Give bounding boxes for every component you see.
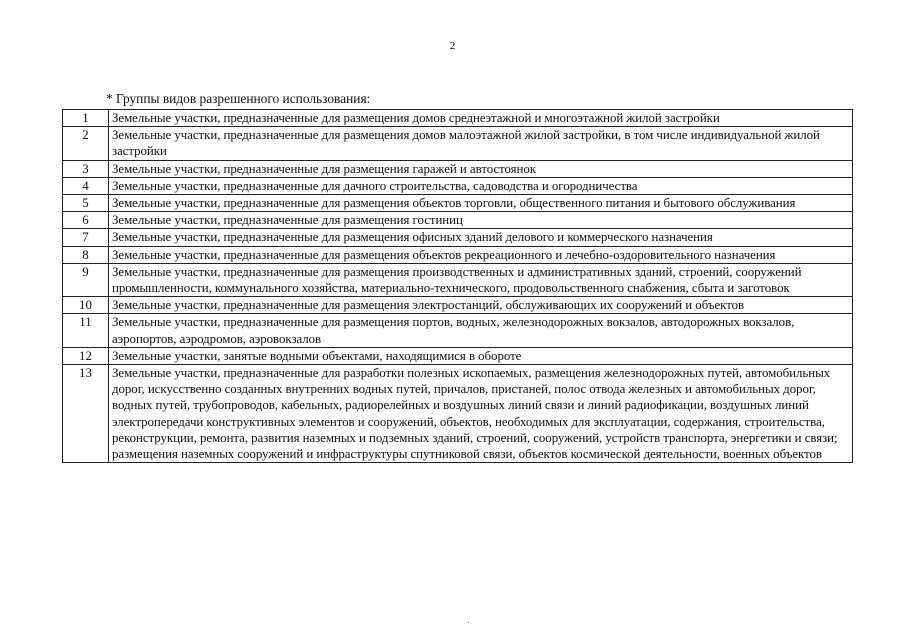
row-number: 7 [63,229,109,246]
row-number: 8 [63,246,109,263]
row-description: Земельные участки, предназначенные для размещения объектов рекреационного и лечебно-оздоровительного назначения [109,246,853,263]
row-number: 3 [63,160,109,177]
section-heading: * Группы видов разрешенного использования: [106,91,371,106]
table-row [63,246,853,263]
page-number: 2 [449,40,456,52]
row-description: Земельные участки, предназначенные для дачного строительства, садоводства и огородничества [109,177,853,194]
row-description: Земельные участки, предназначенные для размещения электростанций, обслуживающих их сооружений и объектов [109,297,853,314]
table-row [63,297,853,314]
row-number: 10 [63,297,109,314]
scan-speck [468,622,469,623]
row-description: Земельные участки, предназначенные для размещения производственных и административных зданий, строений, сооружений промышленности, коммунального хозяйства, материально-технического, продовольственного снабжения, сбыта и заготовок [109,263,853,296]
table-row [63,229,853,246]
row-number: 9 [63,263,109,296]
row-description: Земельные участки, предназначенные для разработки полезных ископаемых, размещения железнодорожных путей, автомобильных дорог, искусственно созданных внутренних водных путей, причалов, пристаней, полос отвода железных и автомобильных дорог, водных путей, трубопроводов, кабельных, радиорелейных и воздушных линий связи и линий радиофикации, воздушных линий электропередачи конструктивных элементов и сооружений, объектов, необходимых для эксплуатации, содержания, строительства, реконструкции, ремонта, развития наземных и подземных зданий, строений, сооружений, устройств транспорта, энергетики и связи; размещения наземных сооружений и инфраструктуры спутниковой связи, объектов космической деятельности, военных объектов [109,365,853,463]
row-description: Земельные участки, предназначенные для размещения портов, водных, железнодорожных вокзалов, автодорожных вокзалов, аэропортов, аэродромов, аэровокзалов [109,314,853,347]
table-row [63,195,853,212]
table-row [63,347,853,364]
table-row [63,212,853,229]
row-number: 13 [63,365,109,463]
row-number: 5 [63,195,109,212]
table-row [63,365,853,463]
row-number: 1 [63,110,109,127]
table-row [63,263,853,296]
row-description: Земельные участки, занятые водными объектами, находящимися в обороте [109,347,853,364]
table-body [63,110,853,463]
row-number: 11 [63,314,109,347]
land-use-groups-table [62,109,853,463]
row-description: Земельные участки, предназначенные для размещения гостиниц [109,212,853,229]
row-description: Земельные участки, предназначенные для размещения офисных зданий делового и коммерческого назначения [109,229,853,246]
table-row [63,110,853,127]
table-row [63,160,853,177]
row-description: Земельные участки, предназначенные для размещения гаражей и автостоянок [109,160,853,177]
table-row [63,177,853,194]
row-number: 2 [63,127,109,160]
row-description: Земельные участки, предназначенные для размещения домов малоэтажной жилой застройки, в том числе индивидуальной жилой застройки [109,127,853,160]
table-row [63,127,853,160]
row-number: 6 [63,212,109,229]
table-row [63,314,853,347]
row-number: 4 [63,177,109,194]
row-number: 12 [63,347,109,364]
row-description: Земельные участки, предназначенные для размещения объектов торговли, общественного питания и бытового обслуживания [109,195,853,212]
row-description: Земельные участки, предназначенные для размещения домов среднеэтажной и многоэтажной жилой застройки [109,110,853,127]
